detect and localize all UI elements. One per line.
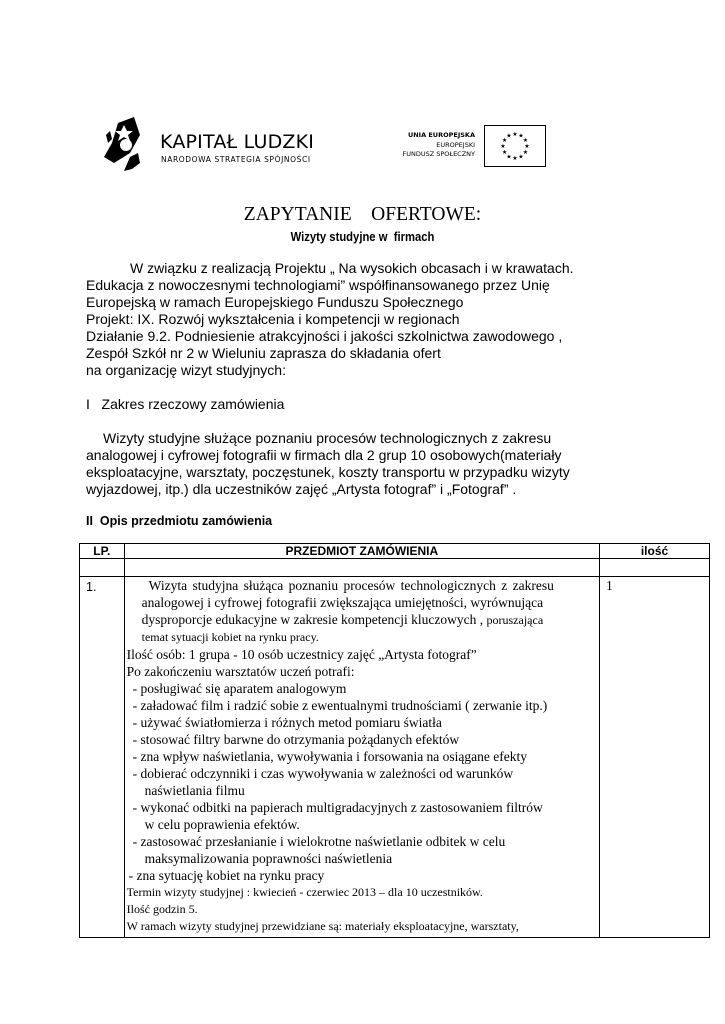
list-item: - stosować filtry barwne do otrzymania pożądanych efektów <box>132 732 460 747</box>
intro-line-3: Europejską w ramach Europejskiego Funduszu Społecznego <box>86 294 464 310</box>
list-item: - zna sytuację kobiet na rynku pracy <box>128 868 325 883</box>
table-header-row <box>80 544 710 559</box>
row-quantity <box>600 577 710 938</box>
desc-line-4: temat sytuacji kobiet na rynku pracy. <box>141 630 319 644</box>
svg-text:★: ★ <box>501 137 508 144</box>
page-title: ZAPYTANIE OFERTOWE: <box>243 204 482 225</box>
svg-text:★: ★ <box>512 155 518 162</box>
kapital-ludzki-subtitle: NARODOWA STRATEGIA SPÓJNOŚCI <box>161 155 311 164</box>
kapital-ludzki-logo <box>100 113 320 175</box>
list-item-continued: naświetlania filmu <box>144 783 245 798</box>
section-1-line-3: eksploatacyjne, warsztaty, poczęstunek, koszty transportu w przypadku wizyty <box>86 464 570 480</box>
eu-line-3: FUNDUSZ SPOŁECZNY <box>402 150 475 158</box>
eu-text <box>380 131 475 160</box>
svg-text:★: ★ <box>518 153 524 161</box>
kapital-ludzki-emblem-icon <box>100 113 152 175</box>
desc-line-3 <box>125 611 599 629</box>
row-lp-value: 1. <box>86 580 97 594</box>
page-subtitle: Wizyty studyjne w firmach <box>290 230 435 244</box>
row-quantity-value: 1 <box>606 578 613 593</box>
svg-text:★: ★ <box>500 143 506 150</box>
desc-line-6: Po zakończeniu warsztatów uczeń potrafi: <box>126 664 355 679</box>
intro-line-6: Zespół Szkół nr 2 w Wieluniu zaprasza do składania ofert <box>86 345 441 361</box>
list-item: - używać światłomierza i różnych metod pomiaru światła <box>132 715 442 730</box>
svg-text:★: ★ <box>506 132 512 140</box>
desc-line-3-main: dysproporcje edukacyjne w zakresie kompetencji kluczowych , <box>141 612 484 627</box>
list-item: - zastosować przesłanianie i wielokrotne naświetlanie odbitek w celu <box>132 834 506 849</box>
desc-line-2: analogowej i cyfrowej fotografii zwiększająca umiejętności, wyrównująca <box>141 595 544 610</box>
row-lp <box>80 577 125 938</box>
svg-text:★: ★ <box>518 132 524 140</box>
eu-line-2: EUROPEJSKI <box>436 140 475 149</box>
section-1-line-4: wyjazdowej, itp.) dla uczestników zajęć „Artysta fotograf” i „Fotograf” . <box>86 481 517 497</box>
section-1-title: I Zakres rzeczowy zamówienia <box>86 396 285 412</box>
list-item-continued: maksymalizowania poprawności naświetlenia <box>144 851 393 866</box>
desc-line-1: Wizyta studyjna służąca poznaniu procesów technologicznych z zakresu <box>148 578 554 593</box>
svg-text:★: ★ <box>524 143 530 150</box>
intro-line-5: Działanie 9.2. Podniesienie atrakcyjności i jakości szkolnictwa zawodowego , <box>86 328 563 344</box>
section-2-title: II Opis przedmiotu zamówienia <box>86 514 273 528</box>
list-item: - zna wpływ naświetlania, wywoływania i forsowania na osiągane efekty <box>132 749 528 764</box>
eu-line-1: UNIA EUROPEJSKA <box>407 131 475 139</box>
desc-line-5: Ilość osób: 1 grupa - 10 osób uczestnicy zajęć „Artysta fotograf” <box>126 647 477 662</box>
svg-text:★: ★ <box>506 153 512 161</box>
svg-text:★: ★ <box>501 149 508 156</box>
table-row <box>80 577 710 938</box>
header-lp: LP. <box>80 544 125 559</box>
kapital-ludzki-title: KAPITAŁ LUDZKI <box>160 131 315 153</box>
list-item: - dobierać odczynniki i czas wywoływania w zależności od warunków <box>132 766 514 781</box>
desc-hours: Ilość godzin 5. <box>126 902 198 916</box>
header-subject: PRZEDMIOT ZAMÓWIENIA <box>124 544 599 559</box>
intro-line-4: Projekt: IX. Rozwój wykształcenia i kompetencji w regionach <box>86 311 460 327</box>
section-1-line-1: Wizyty studyjne służące poznaniu procesów technologicznych z zakresu <box>103 430 552 446</box>
list-item: - wykonać odbitki na papierach multigradacyjnych z zastosowaniem filtrów <box>132 800 543 815</box>
eu-logo <box>380 125 548 169</box>
intro-line-2: Edukacja z nowoczesnymi technologiami” współfinansowanego przez Unię <box>86 277 550 293</box>
desc-term: Termin wizyty studyjnej : kwiecień - czerwiec 2013 – dla 10 uczestników. <box>126 885 483 899</box>
list-item: - posługiwać się aparatem analogowym <box>132 681 347 696</box>
eu-flag-icon <box>484 125 546 167</box>
order-table <box>79 543 710 938</box>
section-1-line-2: analogowej i cyfrowej fotografii w firmach dla 2 grup 10 osobowych(materiały <box>86 447 562 463</box>
desc-included: W ramach wizyty studyjnej przewidziane są: materiały eksploatacyjne, warsztaty, <box>126 919 519 933</box>
intro-line-1: W związku z realizacją Projektu „ Na wysokich obcasach i w krawatach. <box>130 260 574 276</box>
svg-text:★: ★ <box>522 149 529 156</box>
intro-line-7: na organizację wizyt studyjnych: <box>86 362 286 378</box>
header-quantity: ilość <box>600 544 710 559</box>
table-spacer-row <box>80 559 710 577</box>
list-item: - załadować film i radzić sobie z ewentualnymi trudnościami ( zerwanie itp.) <box>132 698 548 713</box>
svg-text:★: ★ <box>522 137 529 144</box>
row-description <box>124 577 599 938</box>
list-item-continued: w celu poprawienia efektów. <box>144 817 300 832</box>
desc-line-3-tail: poruszająca <box>486 613 544 627</box>
svg-text:★: ★ <box>512 131 518 138</box>
